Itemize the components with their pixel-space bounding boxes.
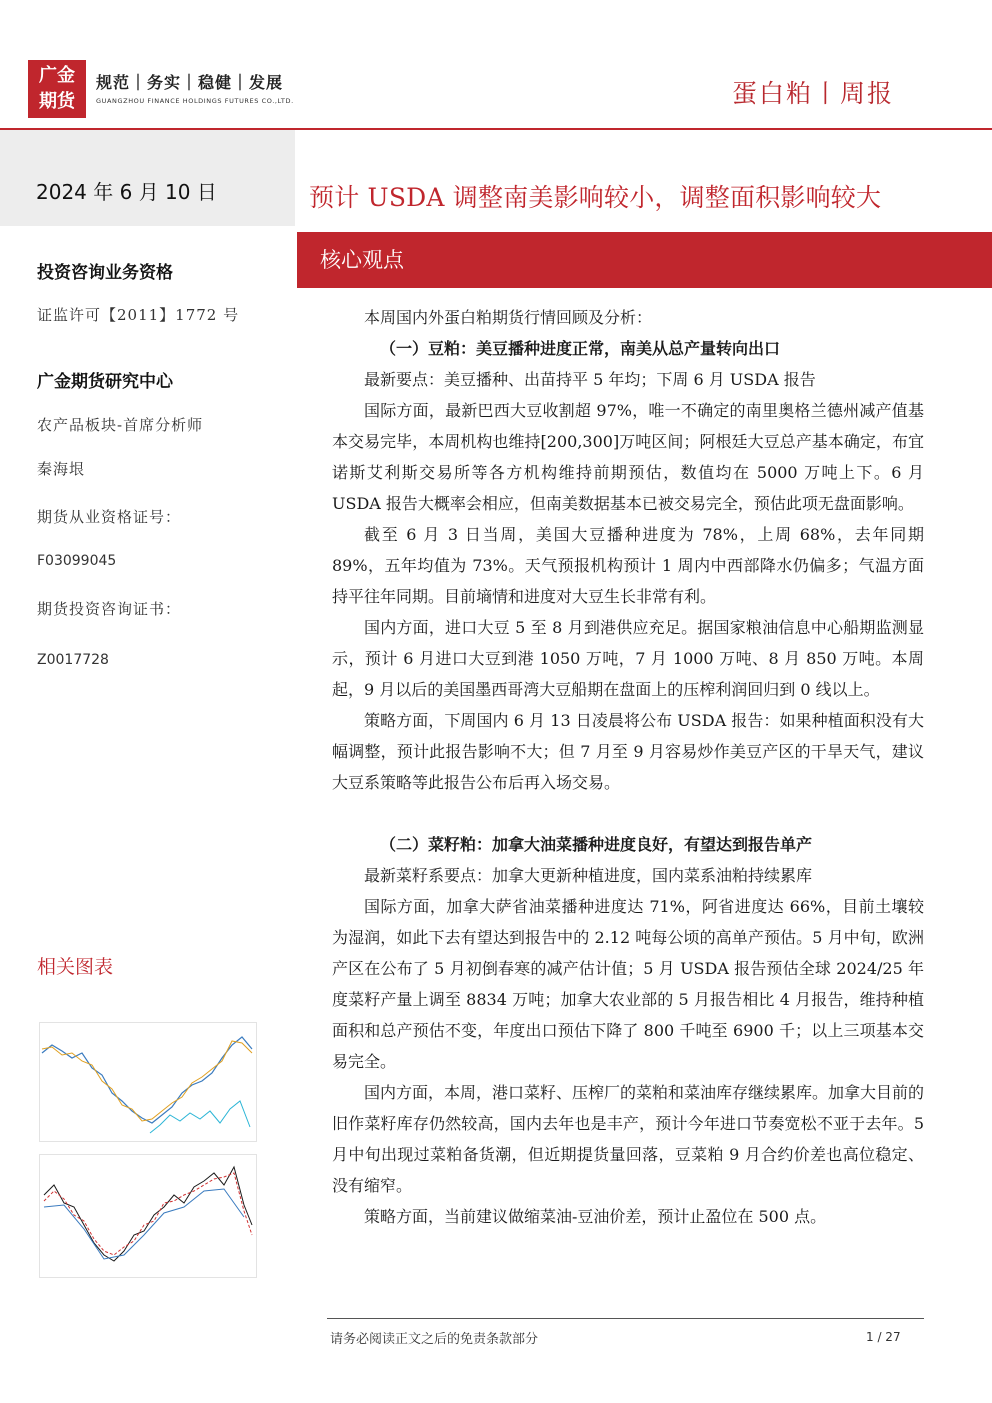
chart-thumbnail-2: [39, 1154, 257, 1278]
chart-thumbnail-1-lines: [40, 1023, 256, 1141]
page-number: 1 / 27: [866, 1330, 901, 1344]
section-1-title: （一）豆粕：美豆播种进度正常，南美从总产量转向出口: [380, 339, 781, 358]
section-1-paragraph-planting: 截至 6 月 3 日当周，美国大豆播种进度为 78%，上周 68%，去年同期 89%，五年均值为 73%。天气预报机构预计 1 周内中西部降水仍偏多；气温方面持平往年同期。目前墒情和进度对大豆生长非常有利。: [332, 525, 924, 606]
analyst-role: 农产品板块-首席分析师: [37, 416, 204, 434]
section-gap: [332, 798, 924, 829]
consult-cert-label: 期货投资咨询证书：: [37, 600, 182, 618]
chart-thumbnail-1: [39, 1022, 257, 1142]
section-2-key-points: 最新菜籽系要点：加拿大更新种植进度，国内菜系油粕持续累库: [364, 866, 813, 885]
section-1-paragraph-domestic: 国内方面，进口大豆 5 至 8 月到港供应充足。据国家粮油信息中心船期监测显示，预计 6 月进口大豆到港 1050 万吨，7 月 1000 万吨、8 月 850 万吨。本周起，9 月以后的美国墨西哥湾大豆船期在盘面上的压榨利润回归到 0 线以上。: [332, 618, 924, 699]
section-1-key-points: 最新要点：美豆播种、出苗持平 5 年均；下周 6 月 USDA 报告: [364, 370, 816, 389]
report-body: [332, 302, 924, 1232]
company-logo: [28, 60, 86, 118]
disclaimer-note: 请务必阅读正文之后的免责条款部分: [330, 1332, 539, 1347]
chart-thumbnail-2-lines: [40, 1155, 256, 1277]
core-view-heading: 核心观点: [320, 248, 404, 272]
futures-cert-number: F03099045: [37, 553, 117, 569]
consult-cert-number: Z0017728: [37, 652, 109, 668]
section-1-paragraph-strategy: 策略方面，下周国内 6 月 13 日凌晨将公布 USDA 报告：如果种植面积没有大幅调整，预计此报告影响不大；但 7 月至 9 月容易炒作美豆产区的干旱天气，建议大豆系策略等此报告公布后再入场交易。: [332, 711, 924, 792]
research-center: 广金期货研究中心: [37, 372, 173, 392]
report-title: 预计 USDA 调整南美影响较小，调整面积影响较大: [309, 183, 882, 212]
section-2-paragraph-domestic: 国内方面，本周，港口菜籽、压榨厂的菜粕和菜油库存继续累库。加拿大目前的旧作菜籽库存仍然较高，国内去年也是丰产，预计今年进口节奏宽松不亚于去年。5 月中旬出现过菜粕备货潮，但近期提货量回落，豆菜粕 9 月合约价差也高位稳定、没有缩窄。: [332, 1083, 925, 1195]
intro-paragraph: 本周国内外蛋白粕期货行情回顾及分析：: [364, 308, 653, 327]
futures-cert-label: 期货从业资格证号：: [37, 508, 182, 526]
footer-divider: [327, 1318, 924, 1319]
report-date: 2024 年 6 月 10 日: [36, 180, 217, 204]
analyst-name: 秦海垠: [37, 460, 86, 478]
section-2-paragraph-international: 国际方面，加拿大萨省油菜播种进度达 71%，阿省进度达 66%，目前土壤较为湿润，如此下去有望达到报告中的 2.12 吨每公顷的高单产预估。5 月中旬，欧洲产区在公布了 5 月初倒春寒的减产估计值；5 月 USDA 报告预估全球 2024/25 年度菜籽产量上调至 8834 万吨；加拿大农业部的 5 月报告相比 4 月报告，维持种植面积和总产预估不变，年度出口预估下降了 800 千吨至 6900 千；以上三项基本交易完全。: [332, 897, 924, 1071]
company-slogan: 规范｜务实｜稳健｜发展: [96, 73, 284, 92]
related-charts-heading: 相关图表: [37, 956, 114, 978]
section-2-title: （二）菜籽粕：加拿大油菜播种进度良好，有望达到报告单产: [380, 835, 813, 854]
logo-text-line2: 期货: [39, 91, 75, 112]
report-type: 蛋白粕丨周报: [731, 79, 894, 108]
license-number: 证监许可【2011】1772 号: [37, 306, 240, 324]
logo-text-line1: 广金: [39, 65, 75, 86]
section-2-paragraph-strategy: 策略方面，当前建议做缩菜油-豆油价差，预计止盈位在 500 点。: [364, 1207, 827, 1226]
section-1-paragraph-international: 国际方面，最新巴西大豆收割超 97%，唯一不确定的南里奥格兰德州减产值基本交易完毕，本周机构也维持[200,300]万吨区间；阿根廷大豆总产基本确定，布宜诺斯艾利斯交易所等各方机构维持前期预估，数值均在 5000 万吨上下。6 月 USDA 报告大概率会相应，但南美数据基本已被交易完全，预估此项无盘面影响。: [332, 401, 924, 513]
company-english-name: GUANGZHOU FINANCE HOLDINGS FUTURES CO.,LTD.: [96, 97, 294, 105]
qualification-title: 投资咨询业务资格: [37, 263, 173, 283]
